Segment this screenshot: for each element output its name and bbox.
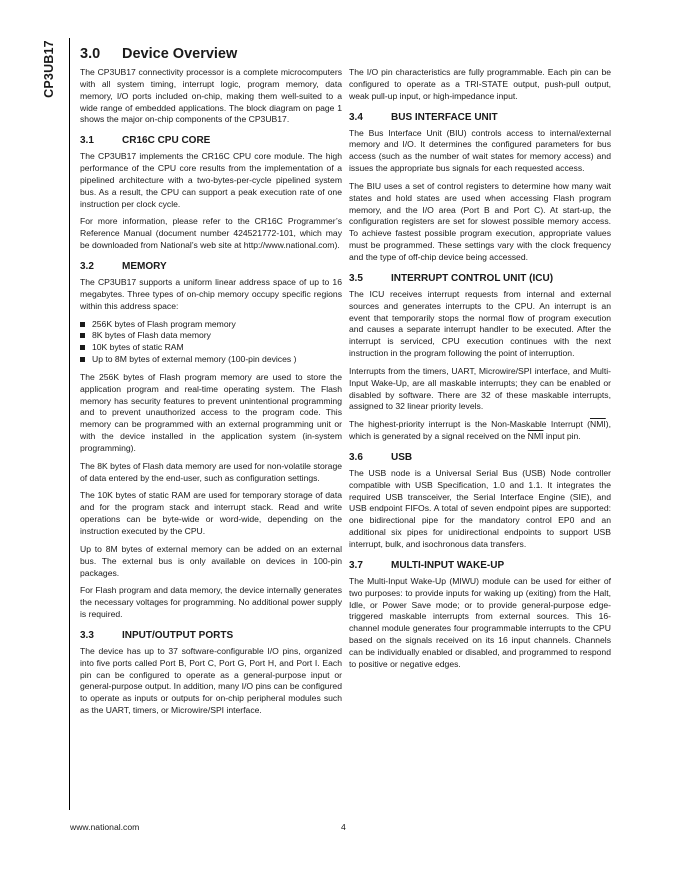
subsection-number: 3.4 [349, 111, 363, 123]
paragraph: Interrupts from the timers, UART, Microwire/SPI interface, and Multi-Input Wake-Up, are all maskable interrupts; they can be enabled or disabled by software. There are 32 of these maskable interrupts, assigned to 32 linear priority levels. [349, 365, 611, 412]
left-column [80, 45, 342, 723]
page-number: 4 [341, 822, 346, 832]
list-item-text: Up to 8M bytes of external memory (100-pin devices ) [92, 354, 297, 365]
subsection-number: 3.5 [349, 272, 363, 284]
side-part-number [38, 40, 62, 100]
section-intro: The CP3UB17 connectivity processor is a complete microcomputers with all system timing, interrupt logic, program memory, data memory, I/O ports included on-chip, making them well-suited to a wide range of embedded applications. The block diagram on page 1 shows the major on-chip components of the CP3UB17. [80, 67, 342, 125]
paragraph: The BIU uses a set of control registers to determine how many wait states and hold states are used when accessing Flash program memory, and the I/O area (Port B and Port C). At start-up, the configuration registers are set for slowest possible memory access. To achieve fastest possible program execution, appropriate values must be programmed. These settings vary with the clock frequency and the type of off-chip device being accessed. [349, 180, 611, 262]
subsection-heading-3-7 [349, 560, 611, 572]
square-bullet-icon [80, 345, 85, 350]
list-item [80, 354, 342, 366]
subsection-title: USB [391, 451, 413, 463]
square-bullet-icon [80, 322, 85, 327]
nmi-signal: $\overline{NMI}$ [589, 419, 606, 430]
paragraph: The CP3UB17 implements the CR16C CPU core module. The high performance of the CPU core results from the implementation of a pipelined architecture with a two-bytes-per-cycle pipelined system bus. As a result, the CPU can support a peak execution rate of one instruction per clock cycle. [80, 151, 342, 209]
paragraph: For Flash program and data memory, the device internally generates the necessary voltages for programming. No additional power supply is required. [80, 585, 342, 620]
text-run: The highest-priority interrupt is the Non-Maskable Interrupt ( [349, 419, 590, 430]
right-column [349, 45, 611, 677]
paragraph: The 10K bytes of static RAM are used for temporary storage of data and for the program stack and interrupt stack. Read and write operations can be byte-wide or word-wide, depending on the instruction executed by the CPU. [80, 490, 342, 536]
subsection-title: INTERRUPT CONTROL UNIT (ICU) [391, 272, 554, 284]
text-run: input pin. [543, 431, 581, 442]
subsection-title: MEMORY [122, 260, 167, 272]
subsection-heading-3-5 [349, 273, 611, 285]
margin-rule [69, 38, 70, 810]
section-heading [80, 45, 342, 63]
section-number: 3.0 [80, 46, 101, 62]
subsection-number: 3.6 [349, 451, 363, 463]
subsection-heading-3-6 [349, 452, 611, 464]
paragraph: The 256K bytes of Flash program memory are used to store the application program and real-time operating system. The Flash memory has security features to prevent unintentional programming and to prevent unauthorized access to the program code. This memory can be programmed with an external programming unit or with the device installed in the application system (in-system programming). [80, 371, 342, 453]
subsection-number: 3.3 [80, 629, 94, 641]
subsection-number: 3.1 [80, 135, 94, 147]
list-item [80, 342, 342, 354]
subsection-heading-3-4 [349, 112, 611, 124]
subsection-heading-3-2 [80, 261, 342, 273]
square-bullet-icon [80, 333, 85, 338]
paragraph: The ICU receives interrupt requests from internal and external sources and generates interrupts to the CPU. An interrupt is an event that temporarily stops the normal flow of program execution and causes a separate interrupt handler to be executed. After the interrupt is serviced, CPU execution continues with the next instruction in the program following the point of interruption. [349, 288, 611, 359]
paragraph: The Multi-Input Wake-Up (MIWU) module can be used for either of two purposes: to provide inputs for waking up (exiting) from the Halt, Idle, or Power Save mode; or to provide general-purpose edge-triggered maskable interrupts from external sources. This 16-channel module generates four programmable interrupts to the CPU based on the signals received on its 16 input channels. Channels can be individually enabled or disabled, and programmed to respond to positive or negative edges. [349, 575, 611, 669]
nmi-signal: $\overline{NMI}$ [527, 431, 544, 442]
list-item-text: 10K bytes of static RAM [92, 342, 184, 353]
subsection-title: INPUT/OUTPUT PORTS [122, 629, 234, 641]
paragraph: The USB node is a Universal Serial Bus (USB) Node controller compatible with USB Specification, 1.0 and 1.1. It integrates the required USB transceiver, the Serial Interface Engine (SIE), and USB endpoint FIFOs. A total of seven endpoint pipes are supported: one bidirectional pipe for the mandatory control EP0 and an additional six pipes for unidirectional endpoints to support USB interrupt, bulk, and isochronous data transfers. [349, 467, 611, 549]
list-item-text: 256K bytes of Flash program memory [92, 318, 236, 329]
subsection-number: 3.7 [349, 559, 363, 571]
subsection-title: BUS INTERFACE UNIT [391, 111, 498, 123]
footer-url[interactable]: www.national.com [70, 822, 140, 832]
paragraph: The I/O pin characteristics are fully programmable. Each pin can be configured to operate as a TRI-STATE output, push-pull output, weak pull-up input, or high-impedance input. [349, 67, 611, 101]
paragraph: The Bus Interface Unit (BIU) controls access to internal/external memory and I/O. It determines the configured parameters for bus access (such as the number of wait states for memory access) and issues the appropriate bus signals for each requested access. [349, 127, 611, 174]
subsection-title: MULTI-INPUT WAKE-UP [391, 559, 505, 571]
paragraph: The device has up to 37 software-configurable I/O pins, organized into five ports called Port B, Port C, Port G, Port H, and Port I. Each pin can be configured to operate as a general-purpose input or general-purpose output. In addition, many I/O pins can be configured to operate as inputs or outputs for on-chip peripheral modules such as the UART, timers, or Microwire/SPI interface. [80, 645, 342, 716]
list-item-text: 8K bytes of Flash data memory [92, 330, 211, 341]
paragraph: The 8K bytes of Flash data memory are used for non-volatile storage of data entered by the end-user, such as configuration settings. [80, 460, 342, 483]
subsection-heading-3-1 [80, 135, 342, 147]
side-part-number-text: CP3UB17 [41, 40, 56, 98]
list-item [80, 330, 342, 342]
paragraph: For more information, please refer to the CR16C Programmer’s Reference Manual (document number 424521772-101, which may be downloaded from National’s web site at http://www.national.com). [80, 216, 342, 251]
section-title: Device Overview [122, 46, 238, 62]
memory-bullet-list [80, 319, 342, 366]
paragraph: Up to 8M bytes of external memory can be added on an external bus. The external bus is only available on devices in 100-pin packages. [80, 543, 342, 578]
subsection-title: CR16C CPU CORE [122, 135, 211, 147]
subsection-number: 3.2 [80, 260, 94, 272]
paragraph: The CP3UB17 supports a uniform linear address space of up to 16 megabytes. Three types of on-chip memory occupy specific regions within this address space: [80, 276, 342, 311]
subsection-heading-3-3 [80, 630, 342, 642]
text-run: ), which is generated by a signal received on the [349, 419, 611, 442]
paragraph-nmi [349, 419, 611, 443]
square-bullet-icon [80, 357, 85, 362]
list-item [80, 319, 342, 331]
